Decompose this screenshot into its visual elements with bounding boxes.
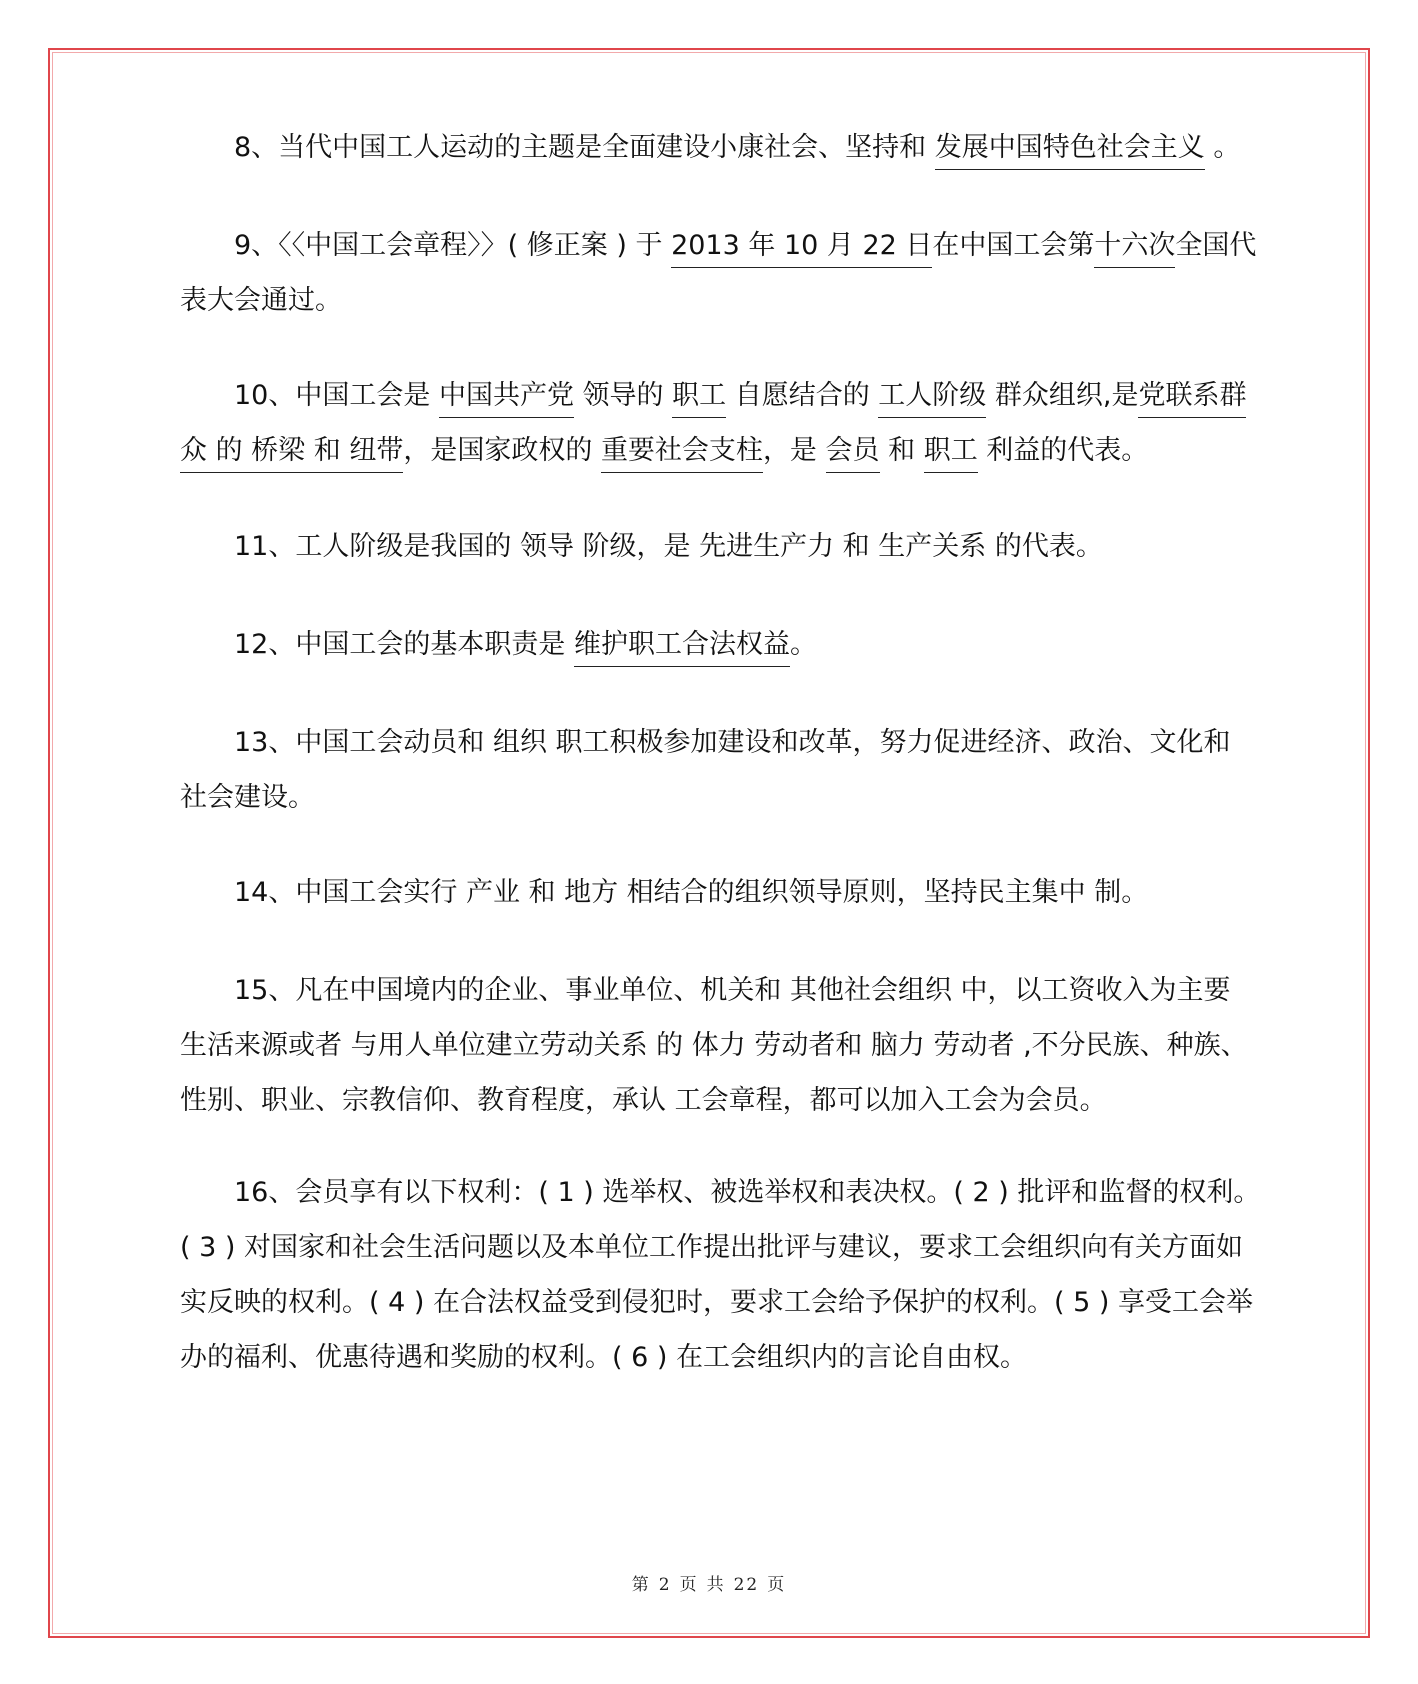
q10-answer-pillar: 重要社会支柱 (601, 435, 763, 473)
q11-text: 11、工人阶级是我国的 领导 阶级，是 先进生产力 和 生产关系 的代表。 (234, 531, 1103, 562)
q10-text-d: 群众组织,是 (986, 380, 1139, 411)
q10-answer-bridge: 众 的 桥梁 和 纽带 (180, 435, 403, 473)
q10-answer-party: 中国共产党 (439, 380, 574, 418)
question-11 (180, 519, 1242, 574)
q12-text: 12、中国工会的基本职责是 (234, 629, 574, 660)
q9-line2: 表大会通过。 (180, 285, 342, 316)
q10-answer-workers: 职工 (672, 380, 726, 418)
q10-text-c: 自愿结合的 (726, 380, 879, 411)
page-footer (0, 1570, 1418, 1595)
q10-text-b: 领导的 (573, 380, 673, 411)
q9-text-c: 全国代 (1175, 230, 1257, 261)
q14-text: 14、中国工会实行 产业 和 地方 相结合的组织领导原则，坚持民主集中 制。 (234, 877, 1149, 908)
q16-line4: 办的福利、优惠待遇和奖励的权利。( 6 ) 在工会组织内的言论自由权。 (180, 1342, 1027, 1373)
q15-line1: 15、凡在中国境内的企业、事业单位、机关和 其他社会组织 中，以工资收入为主要 (234, 975, 1231, 1006)
question-12 (180, 617, 1242, 672)
q10-answer-staff: 职工 (924, 435, 978, 473)
q16-line3: 实反映的权利。( 4 ) 在合法权益受到侵犯时，要求工会给予保护的权利。( 5 ) 享受工会举 (180, 1287, 1253, 1318)
q9-text: 9、〈〈中国工会章程〉〉( 修正案 ) 于 (234, 230, 672, 261)
q10-answer-class: 工人阶级 (878, 380, 986, 418)
q9-date: 2013 年 10 月 22 日 (671, 230, 932, 268)
question-10 (180, 368, 1247, 478)
q13-line2: 社会建设。 (180, 782, 315, 813)
question-13 (180, 715, 1242, 825)
question-14 (180, 865, 1242, 920)
q16-line2: ( 3 ) 对国家和社会生活问题以及本单位工作提出批评与建议，要求工会组织向有关方面如 (180, 1232, 1243, 1263)
q12-end: 。 (789, 629, 817, 660)
footer-page-number: 2 (658, 1575, 672, 1595)
footer-page-label: 页 (679, 1575, 699, 1595)
footer-prefix: 第 (631, 1575, 651, 1595)
q8-answer: 发展中国特色社会主义 (935, 132, 1205, 170)
q8-end: 。 (1204, 132, 1241, 163)
q15-line3: 性别、职业、宗教信仰、教育程度，承认 工会章程，都可以加入工会为会员。 (180, 1085, 1107, 1116)
q9-text-b: 在中国工会第 (932, 230, 1095, 261)
q10-answer-link: 党联系群 (1138, 380, 1246, 418)
q10-text-h: 利益的代表。 (977, 435, 1149, 466)
q16-line1: 16、会员享有以下权利：( 1 ) 选举权、被选举权和表决权。( 2 ) 批评和监督的权利。 (234, 1177, 1261, 1208)
question-16 (180, 1165, 1261, 1385)
question-8 (180, 120, 1242, 175)
q8-text: 8、当代中国工人运动的主题是全面建设小康社会、坚持和 (234, 132, 935, 163)
q10-text-f: ，是 (762, 435, 826, 466)
footer-total-pages: 22 (733, 1575, 760, 1595)
q10-text-e: ，是国家政权的 (403, 435, 601, 466)
q10-text-g: 和 (879, 435, 924, 466)
footer-total-label: 共 (706, 1575, 726, 1595)
q10-answer-members: 会员 (826, 435, 880, 473)
q10-text-a: 10、中国工会是 (234, 380, 439, 411)
question-15 (180, 963, 1248, 1128)
q9-ordinal: 十六次 (1094, 230, 1175, 268)
q12-answer: 维护职工合法权益 (574, 629, 790, 667)
q13-line1: 13、中国工会动员和 组织 职工积极参加建设和改革，努力促进经济、政治、文化和 (234, 727, 1231, 758)
footer-suffix: 页 (767, 1575, 787, 1595)
q15-line2: 生活来源或者 与用人单位建立劳动关系 的 体力 劳动者和 脑力 劳动者 ,不分民族、种族、 (180, 1030, 1248, 1061)
question-9 (180, 218, 1257, 328)
